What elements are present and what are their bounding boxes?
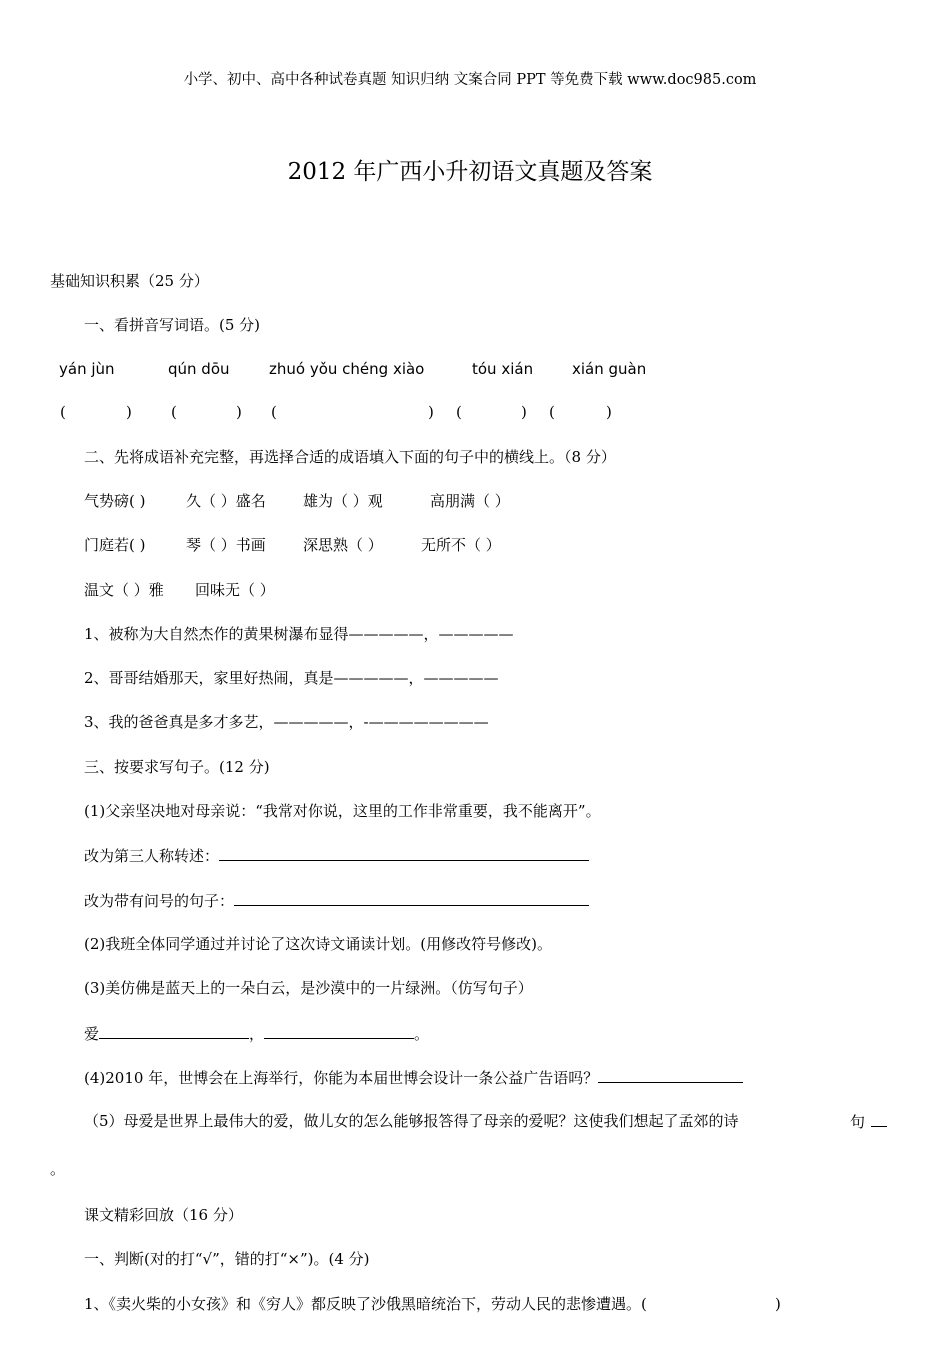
q3-item-3: (3)美仿佛是蓝天上的一朵白云，是沙漠中的一片绿洲。（仿写句子） bbox=[84, 979, 533, 997]
section-basic-knowledge-heading: 基础知识积累（25 分） bbox=[50, 272, 209, 290]
answer-blank[interactable] bbox=[871, 1111, 887, 1127]
pinyin-1: yán jùn bbox=[59, 360, 115, 378]
idiom-1: 气势磅( ) bbox=[84, 492, 146, 510]
answer-blank[interactable] bbox=[598, 1067, 743, 1083]
pinyin-4: tóu xián bbox=[472, 360, 534, 378]
judge-item-1: 1、《卖火柴的小女孩》和《穷人》都反映了沙俄黑暗统治下，劳动人民的悲惨遭遇。( bbox=[84, 1295, 647, 1313]
idiom-5: 门庭若( ) bbox=[84, 536, 146, 554]
idiom-7: 深思熟（ ） bbox=[303, 536, 383, 554]
answer-blank[interactable] bbox=[234, 890, 589, 906]
page-header: 小学、初中、高中各种试卷真题 知识归纳 文案合同 PPT 等免费下载 www.doc985.com bbox=[183, 72, 757, 88]
q3-item-4-text: (4)2010 年，世博会在上海举行，你能为本届世博会设计一条公益广告语吗？ bbox=[84, 1069, 599, 1087]
document-title: 2012 年广西小升初语文真题及答案 bbox=[287, 159, 653, 185]
answer-paren-open-5: ( bbox=[549, 403, 555, 421]
q3-item-3a bbox=[84, 1023, 429, 1044]
answer-paren-open-3: ( bbox=[271, 403, 277, 421]
idiom-8: 无所不（ ） bbox=[421, 536, 501, 554]
pinyin-2: qún dōu bbox=[168, 360, 230, 378]
q3-item-3a-sep: ， bbox=[249, 1025, 265, 1043]
q1-heading: 一、看拼音写词语。(5 分) bbox=[84, 316, 261, 334]
q3-item-5-end: 。 bbox=[50, 1160, 66, 1178]
q3-item-5-ju: 句 bbox=[850, 1113, 866, 1131]
q3-item-4 bbox=[84, 1067, 743, 1088]
answer-paren-open-2: ( bbox=[171, 403, 177, 421]
q3-item-1: (1)父亲坚决地对母亲说：“我常对你说，这里的工作非常重要，我不能离开”。 bbox=[84, 802, 601, 820]
answer-paren-close-3: ) bbox=[428, 403, 434, 421]
q3-item-3a-end: 。 bbox=[414, 1025, 430, 1043]
q3-item-3a-label: 爱 bbox=[84, 1025, 100, 1043]
answer-blank[interactable] bbox=[219, 845, 589, 861]
idiom-9: 温文（ ）雅 bbox=[84, 581, 164, 599]
answer-paren-close-4: ) bbox=[521, 403, 527, 421]
answer-paren-open-1: ( bbox=[60, 403, 66, 421]
answer-paren-close-5: ) bbox=[606, 403, 612, 421]
answer-paren-open-4: ( bbox=[456, 403, 462, 421]
q3-item-1b bbox=[84, 890, 589, 911]
q3-item-5: （5）母爱是世界上最伟大的爱，做儿女的怎么能够报答得了母亲的爱呢？这使我们想起了孟郊的诗 bbox=[84, 1112, 739, 1130]
pinyin-3: zhuó yǒu chéng xiào bbox=[269, 360, 425, 378]
idiom-3: 雄为（ ）观 bbox=[303, 492, 383, 510]
fill-sentence-2: 2、哥哥结婚那天，家里好热闹，真是—————，————— bbox=[84, 669, 499, 687]
judge-item-1-close: ) bbox=[775, 1295, 781, 1313]
judge-heading: 一、判断(对的打“√”，错的打“×”)。(4 分) bbox=[84, 1250, 370, 1268]
q3-item-1a bbox=[84, 845, 589, 866]
idiom-2: 久（ ）盛名 bbox=[186, 492, 266, 510]
q2-heading: 二、先将成语补充完整，再选择合适的成语填入下面的句子中的横线上。（8 分） bbox=[84, 448, 616, 466]
answer-paren-close-1: ) bbox=[126, 403, 132, 421]
answer-blank[interactable] bbox=[264, 1023, 414, 1039]
idiom-10: 回味无（ ） bbox=[195, 581, 275, 599]
q3-item-2: (2)我班全体同学通过并讨论了这次诗文诵读计划。(用修改符号修改)。 bbox=[84, 935, 552, 953]
q3-item-1a-label: 改为第三人称转述： bbox=[84, 847, 220, 865]
idiom-6: 琴（ ）书画 bbox=[186, 536, 266, 554]
q3-item-5-tail bbox=[850, 1111, 887, 1132]
fill-sentence-1: 1、被称为大自然杰作的黄果树瀑布显得—————，————— bbox=[84, 625, 514, 643]
pinyin-5: xián guàn bbox=[572, 360, 647, 378]
q3-heading: 三、按要求写句子。(12 分) bbox=[84, 758, 270, 776]
answer-paren-close-2: ) bbox=[236, 403, 242, 421]
section-text-review-heading: 课文精彩回放（16 分） bbox=[84, 1206, 243, 1224]
answer-blank[interactable] bbox=[99, 1023, 249, 1039]
q3-item-1b-label: 改为带有问号的句子： bbox=[84, 892, 235, 910]
idiom-4: 高朋满（ ） bbox=[430, 492, 510, 510]
fill-sentence-3: 3、我的爸爸真是多才多艺，—————，-———————— bbox=[84, 713, 489, 731]
